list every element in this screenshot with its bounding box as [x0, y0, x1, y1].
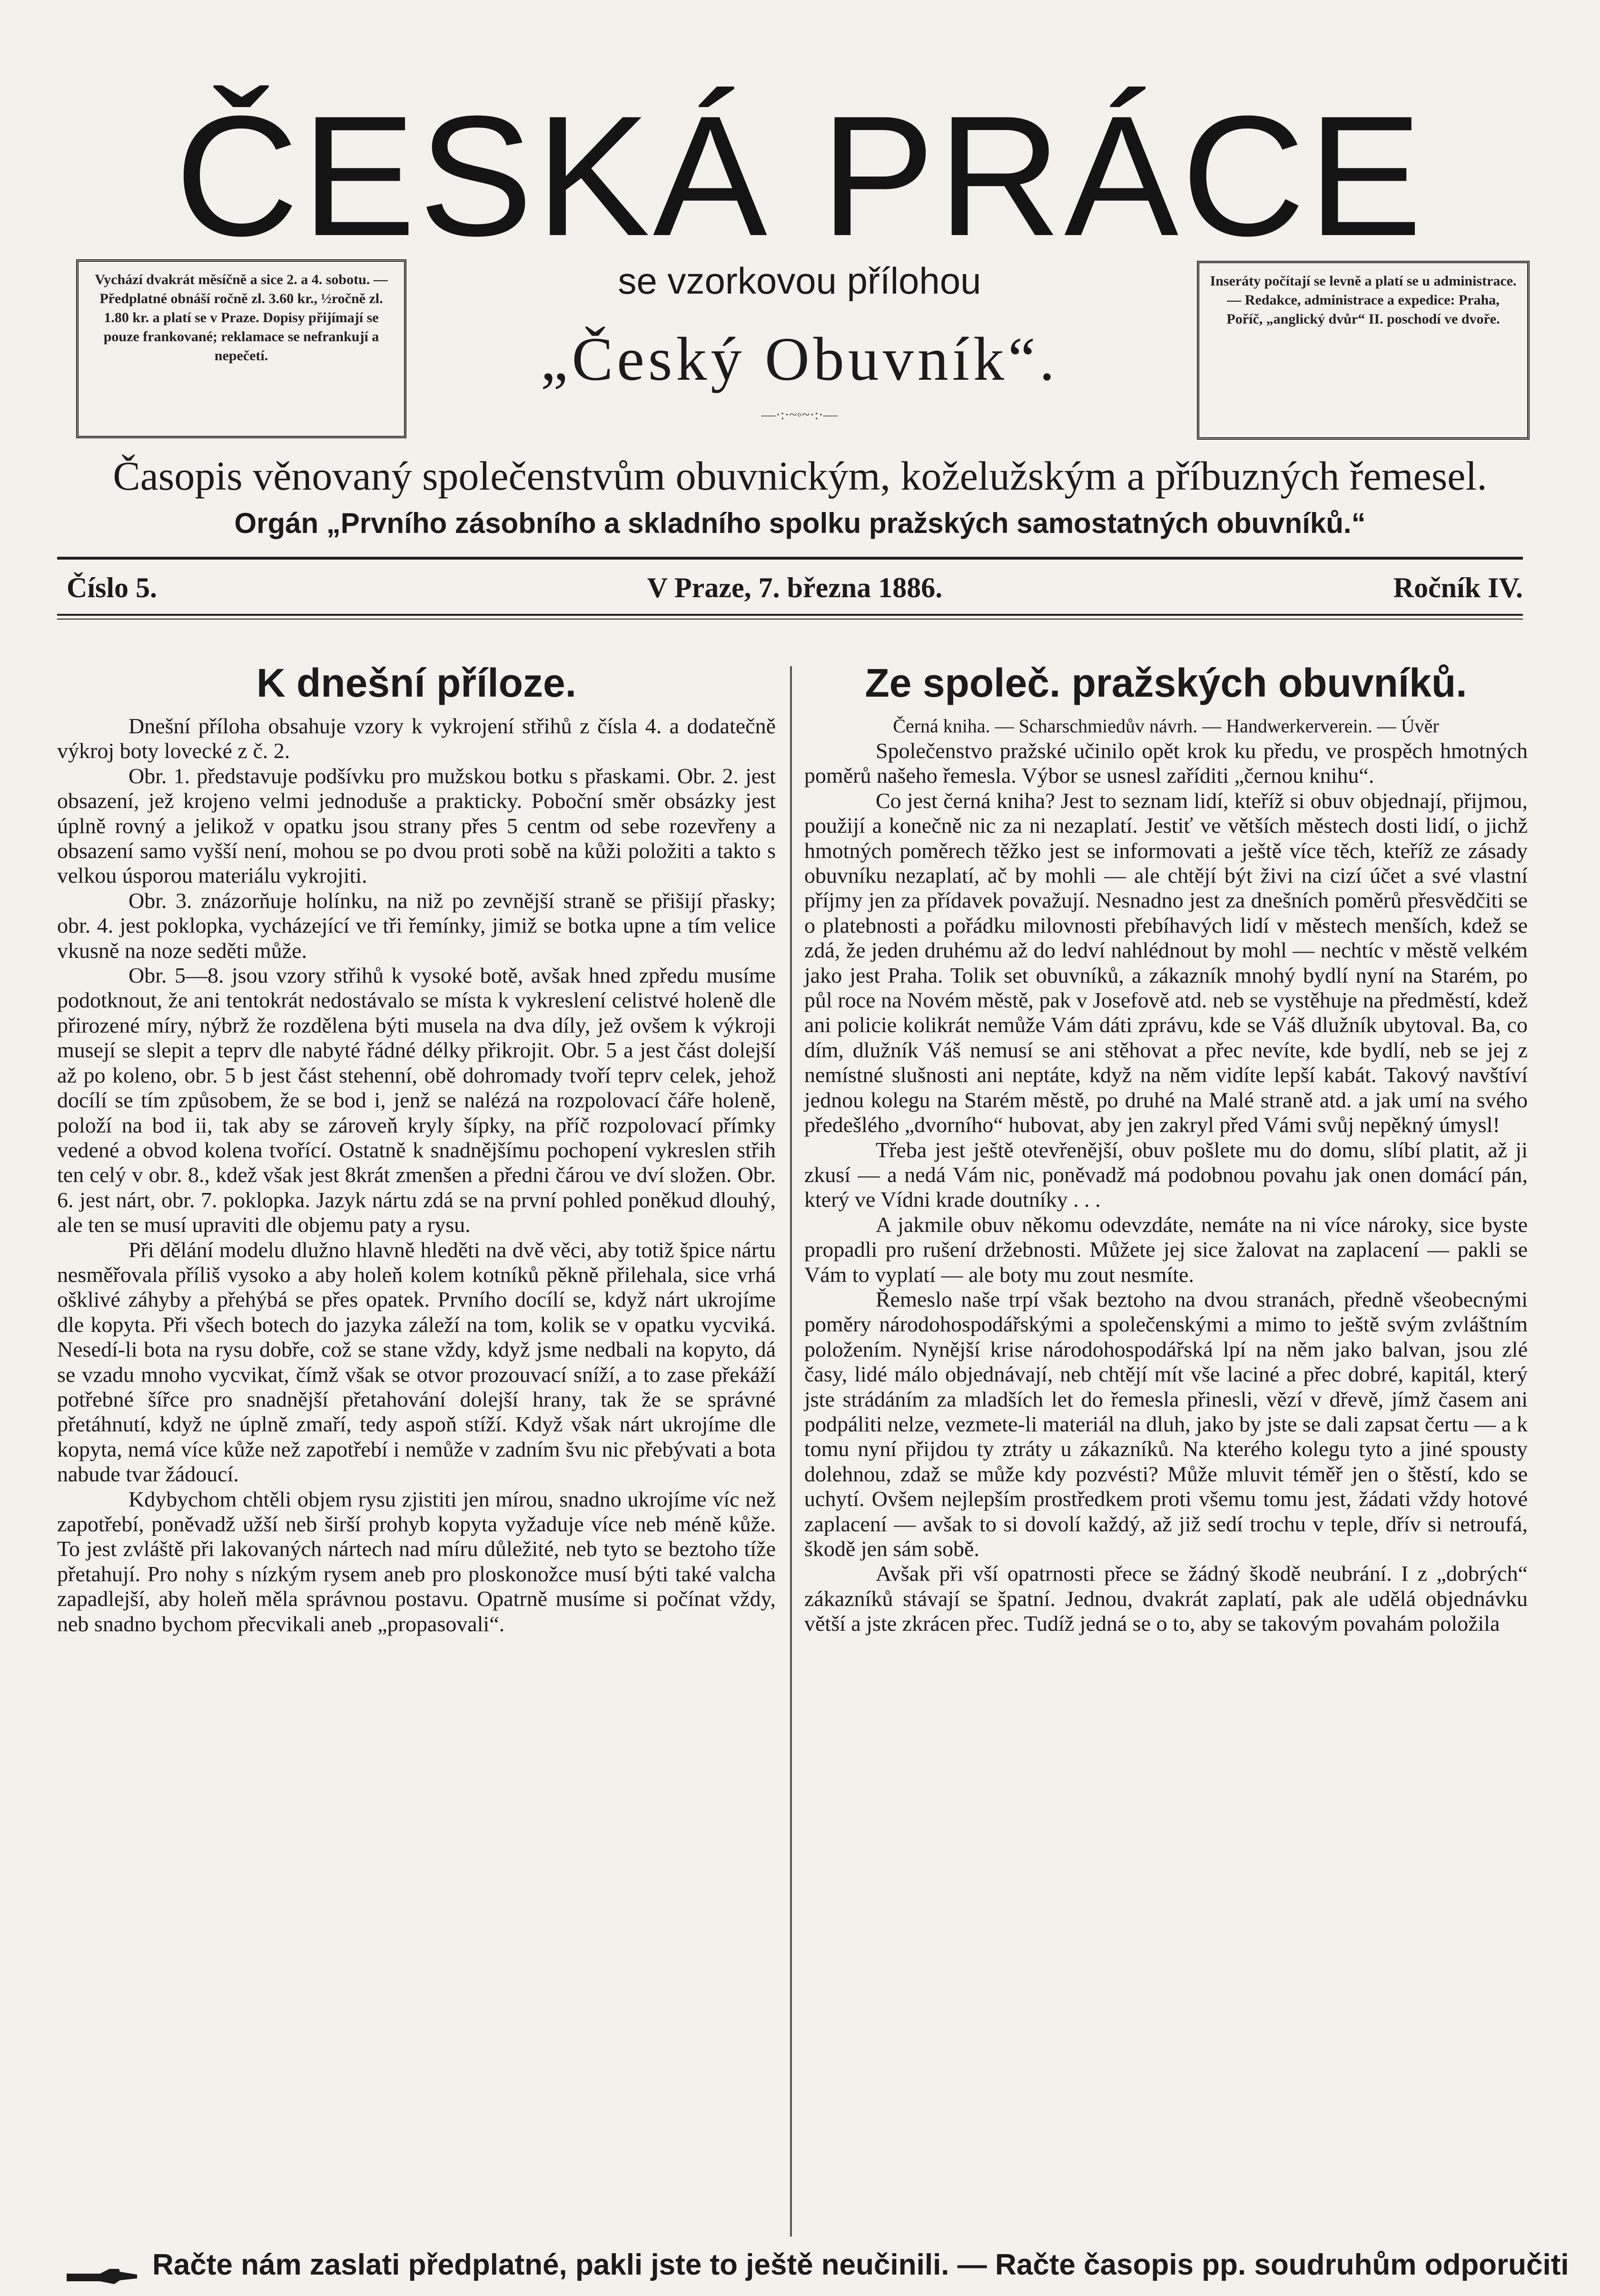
right-paragraph: Co jest černá kniha? Jest to seznam lidí, kteříž si obuv objednají, přijmou, použijí a konečně nic za ni nezaplatí. Jestiť ve větších městech dosti lidí, o jichž hmotných poměrech těžko jest se informovati a ještě více těch, kteříž ze zásady obuvníku nezaplatí, ač by mohli — ale chtějí být živi na cizí účet a své vlastní příjmy jen za přídavek považují. Nesnadno jest za dnešních poměrů přesvědčiti se o platebnosti a pořádku milovnosti přebíhavých lidí v městech menších, kdež se zdá, že jeden druhému až do ledví nahlédnout by mohl — nechtíc v městě velkém jako jest Praha. Tolik set obuvníků, a zákazník mnohý bydlí nyní na Starém, po půl roce na Novém městě, pak v Josefově atd. neb se vystěhuje na předměstí, kdež ani policie kolikrát nemůže Vám dáti zprávu, kde se Váš dlužník ubytoval. Ba, co dím, dlužník Váš nemusí se ani stěhovat a přec nevíte, kde bydlí, neb se jej z nemístné slušnosti ani neptáte, když na něm vidíte lepší kabát. Takový navštíví jednou kolegu na Starém městě, po druhé na Malé straně atd. a jak umí na svého předešlého „dvorního“ hubovat, aby jen zakryl před Vámi svůj nepěkný úmysl! [804, 788, 1528, 1137]
right-article [804, 657, 1528, 1636]
left-paragraph: Dnešní příloha obsahuje vzory k vykrojení střihů z čísla 4. a dodatečně výkroj boty lovecké z č. 2. [57, 714, 776, 763]
column-divider [790, 666, 792, 2237]
right-paragraph: Společenstvo pražské učinilo opět krok ku předu, ve prospěch hmotných poměrů našeho řemesla. Výbor se usnesl zaříditi „černou knihu“. [804, 739, 1528, 788]
advertising-info-box [1197, 261, 1530, 440]
subscription-info-box [76, 259, 406, 438]
subscription-info-text: Vychází dvakrát měsíčně a sice 2. a 4. sobotu. — Předplatné obnáší ročně zl. 3.60 kr., ½ročně zl. 1.80 kr. a platí se v Praze. Dopisy přijímají se pouze frankované; reklamace se nefrankují a nepečetí. [95, 272, 388, 364]
supplement-line-1: se vzorkovou přílohou [618, 260, 981, 302]
header-rule-bottom-1 [57, 614, 1523, 616]
left-paragraph: Obr. 5—8. jsou vzory střihů k vysoké botě, avšak hned zpředu musíme podotknout, že ani tentokrát nedostávalo se místa k vykreslení celistvé holeně dle přirozené míry, nýbrž že rozdělena býti musela na dva díly, jež ovšem k výkroji musejí se slepit a teprv dle nabyté řádné délky přikrojit. Obr. 5 a jest část dolejší až po koleno, obr. 5 b jest část stehenní, obě dohromady tvoří teprv celek, jehož docílí se tím způsobem, že se bod i, jenž se nalézá na rozpolovací čáře holeně, položí na bod ii, tak aby se zároveň kryly šípky, na příč rozpolovací přímky vedené a obvod kolena tvořící. Ostatně k snadnějšímu pochopení vykreslen střih ten celý v obr. 8., kdež však jest 8krát zmenšen a předni čárou ve dví složen. Obr. 6. jest nárt, obr. 7. poklopka. Jazyk nártu zdá se na první pohled poněkud dlouhý, ale ten se musí upraviti dle objemu paty a rysu. [57, 963, 776, 1237]
masthead-title: ČESKÁ PRÁCE [175, 80, 1425, 272]
left-article-heading: K dnešní příloze. [256, 660, 577, 705]
left-paragraph: Obr. 3. znázorňuje holínku, na niž po zevnější straně se přišijí přasky; obr. 4. jest poklopka, vycházející ve tři řemínky, jimiž se botka upne a tím velice vkusně na noze seděti může. [57, 888, 776, 963]
right-article-subheading: Černá kniha. — Scharschmiedův návrh. — Handwerkerverein. — Úvěr [893, 715, 1439, 737]
header-rule-bottom-2 [57, 619, 1523, 620]
advertising-info-text: Inseráty počítají se levně a platí se u administrace. — Redakce, administrace a expedice: Praha, Poříč, „anglický dvůr“ II. poschodí ve dvoře. [1210, 273, 1517, 327]
left-paragraph: Při dělání modelu dlužno hlavně hleděti na dvě věci, aby totiž špice nártu nesměřovala příliš vysoko a aby holeň kolem kotníků pěkně přilehala, sice vrhá ošklivé záhyby a přehýbá se přes opatek. Prvního docílí se, když nárt ukrojíme dle kopyta. Při všech botech do jazyka záleží na tom, kolik se v opatku vycviká. Nesedí-li bota na rysu dobře, což se stane vždy, když jsme nedbali na kopyto, dá se vzadu mnoho vycvikat, čímž však se otvor prozouvací sníží, a to zase překáží potřebné šířce pro snadnější přetahování dolejší hrany, tak že se správné přetáhnutí, když ne úplně zmaří, tedy aspoň stíží. Když však nárt ukrojíme dle kopyta, nemá více kůže než zapotřebí i nemůže v zadním švu nic přebývati a bota nabude tvar žádoucí. [57, 1237, 776, 1487]
issue-date: V Praze, 7. března 1886. [647, 572, 943, 603]
left-article [57, 657, 776, 1636]
header-rule-top [57, 557, 1523, 560]
supplement-line-2: „Český Obuvník“. [540, 325, 1059, 394]
left-paragraph: Kdybychom chtěli objem rysu zjistiti jen mírou, snadno ukrojíme víc než zapotřebí, poněvadž užší neb širší prohyb kopyta vyžaduje více neb méně kůže. To jest zvláště při lakovaných nártech nad míru důležité, neb tyto se beztoho tíže přetahují. Pro nohy s nízkým rysem aneb pro ploskonožce musí býti také valcha zapadlejší, aby holeň měla správnou postavu. Opatrně musíme si počínat vždy, neb snadno bychom přecvikali aneb „propasovali“. [57, 1487, 776, 1636]
footer-notice [67, 2246, 1569, 2284]
right-paragraph: A jakmile obuv někomu odevzdáte, nemáte na ni více nároky, sice byste propadli pro rušení držebnosti. Můžete jej sice žalovat na zaplacení — pakli se Vám to vyplatí — ale boty mu zout nesmíte. [804, 1212, 1528, 1287]
ornament-divider: —·:·~◦~·:·— [761, 407, 838, 423]
issue-number: Číslo 5. [67, 572, 158, 603]
tagline: Časopis věnovaný společenstvům obuvnickým, koželužským a příbuzných řemesel. [113, 453, 1487, 499]
issue-row [67, 569, 1523, 607]
right-paragraph: Třeba jest ještě otevřenější, obuv pošlete mu do domu, slíbí platit, až ji zkusí — a nedá Vám nic, poněvadž má podobnou povahu jak onen domácí pán, který ve Vídni krade doutníky . . . [804, 1137, 1528, 1212]
issue-volume: Ročník IV. [1393, 572, 1523, 603]
pointing-hand-icon [67, 2257, 138, 2276]
footer-text: Račte nám zaslati předplatné, pakli jste to ještě neučinili. — Račte časopis pp. soudruhům odporučiti [152, 2248, 1569, 2281]
right-article-heading: Ze společ. pražských obuvníků. [865, 660, 1467, 705]
right-paragraph: Řemeslo naše trpí však beztoho na dvou stranách, předně všeobecnými poměry národohospodářskými a společenskými a mimo to ještě svým zvláštním položením. Nynější krise národohospodářská lpí na něm jako balvan, jsou zlé časy, lidé málo objednávají, neb chtějí mít vše laciné a přec dobré, kapitál, který jste strádáním za mladších let do řemesla přinesli, vězí v dřevě, jímž časem ani podpáliti nelze, vezmete-li materiál na dluh, jako by jste se dali zapsat čertu — a k tomu nyní přijdou ty ztráty u zákazníků. Na kterého kolegu tyto a jiné spousty dolehnou, zdaž se může kdy pozvésti? Může mluvit téměř jen o štěstí, kdo se uchytí. Ovšem nejlepším prostředkem proti všemu tomu jest, žádati vždy hotové zaplacení — avšak to si dovolí každý, až již sedí trochu v teple, dřív si netroufá, škodě jen sám sobě. [804, 1287, 1528, 1561]
organ-line: Orgán „Prvního zásobního a skladního spolku pražských samostatných obuvníků.“ [234, 507, 1366, 539]
left-paragraph: Obr. 1. představuje podšívku pro mužskou botku s přaskami. Obr. 2. jest obsazení, jež krojeno velmi jednoduše a prakticky. Poboční směr obsázky jest úplně rovný a jelikož v opatku jsou strany přes 5 centm od sebe rozevřeny a obsazení samo vyšší není, mohou se po dvou proti sobě na kůži položiti a takto s velkou úsporou materiálu vykrojiti. [57, 763, 776, 888]
right-paragraph: Avšak při vší opatrnosti přece se žádný škodě neubrání. I z „dobrých“ zákazníků stávají se špatní. Jednou, dvakrát zaplatí, pak ale udělá objednávku větší a jste zkrácen přec. Tudíž jedná se o to, aby se takovým povahám položila [804, 1561, 1528, 1636]
